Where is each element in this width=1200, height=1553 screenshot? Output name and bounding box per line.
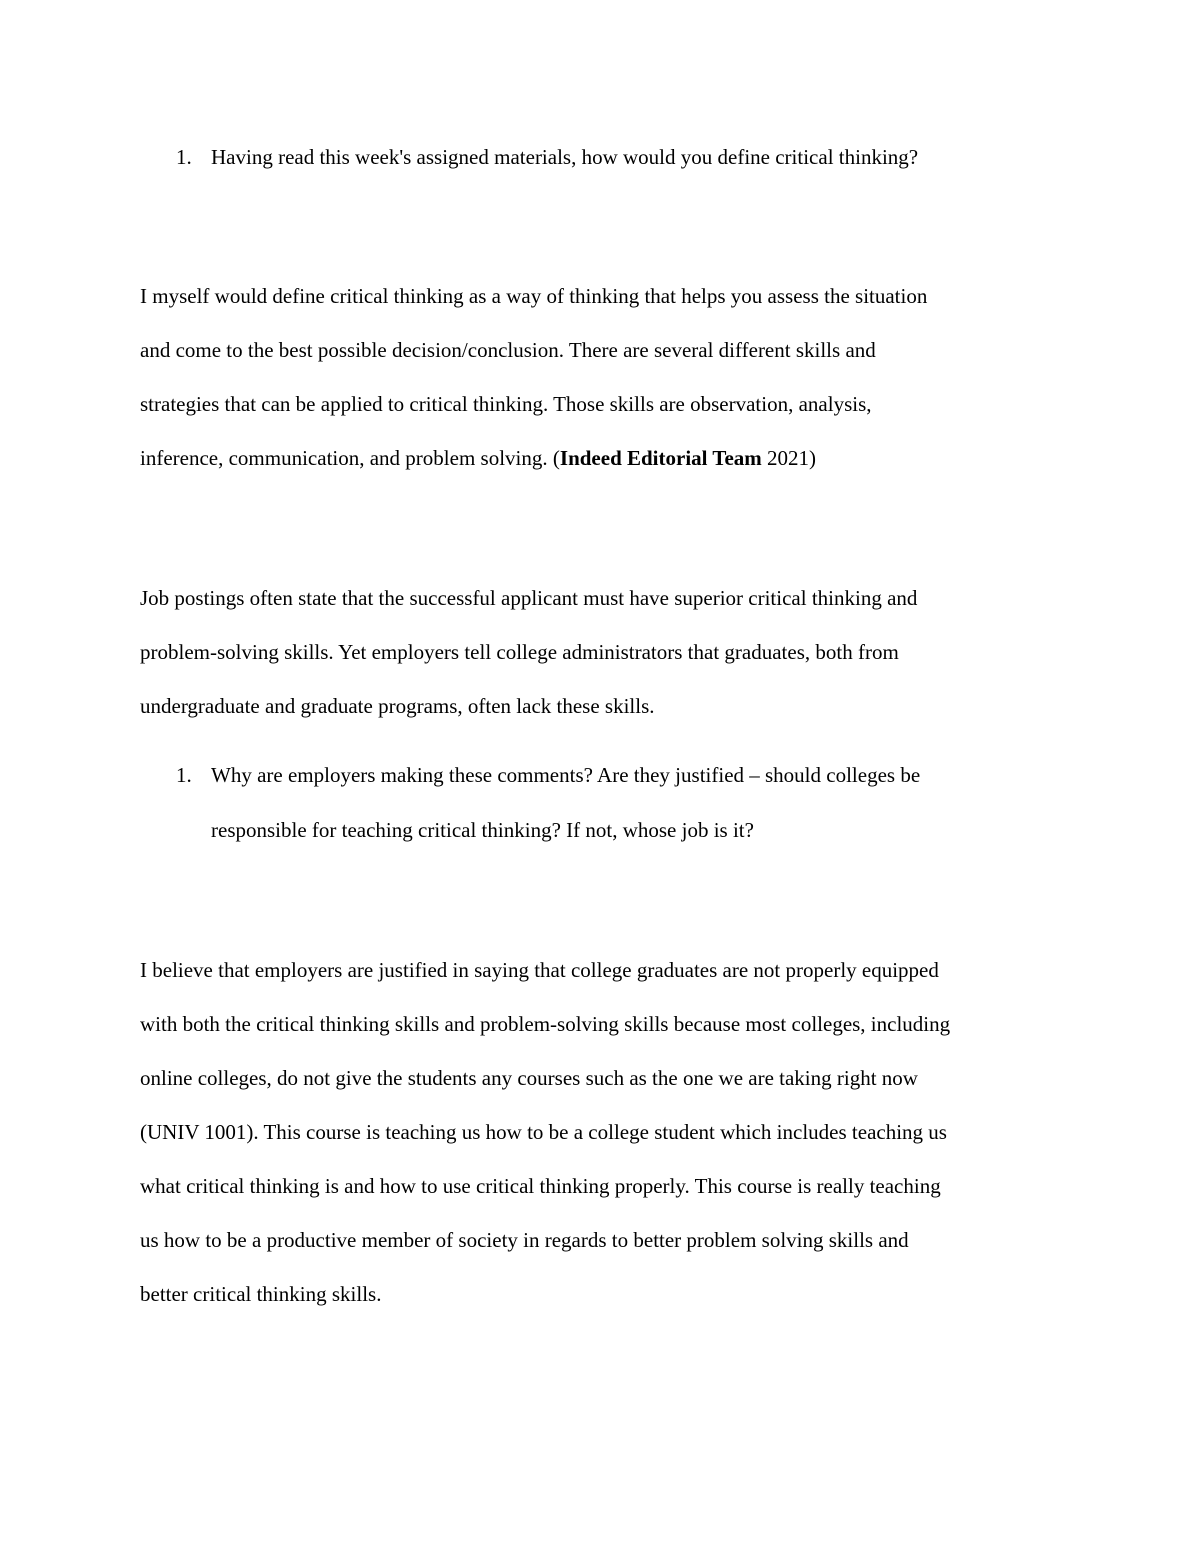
answer-2-line-6: us how to be a productive member of society in regards to better problem solving skills and bbox=[140, 1228, 909, 1252]
answer-2-line-5: what critical thinking is and how to use critical thinking properly. This course is really teaching bbox=[140, 1174, 941, 1198]
answer-2-line-7: better critical thinking skills. bbox=[140, 1282, 382, 1306]
answer-1-line-2: and come to the best possible decision/conclusion. There are several different skills and bbox=[140, 338, 876, 362]
answer-1-line-4-text: inference, communication, and problem solving. ( bbox=[140, 446, 560, 470]
answer-2-line-1: I believe that employers are justified in saying that college graduates are not properly equipped bbox=[140, 958, 939, 982]
answer-2-line-3: online colleges, do not give the students any courses such as the one we are taking right now bbox=[140, 1066, 918, 1090]
citation-year: 2021) bbox=[761, 446, 817, 470]
answer-1-line-1: I myself would define critical thinking as a way of thinking that helps you assess the situation bbox=[140, 284, 928, 308]
answer-1-line-4 bbox=[140, 444, 816, 472]
question-2-number: 1. bbox=[176, 763, 192, 787]
question-1-text: Having read this week's assigned materials, how would you define critical thinking? bbox=[211, 145, 919, 169]
citation-author: Indeed Editorial Team bbox=[559, 446, 762, 470]
answer-2-line-4: (UNIV 1001). This course is teaching us how to be a college student which includes teaching us bbox=[140, 1120, 947, 1144]
question-2-line-1: Why are employers making these comments? Are they justified – should colleges be bbox=[211, 763, 921, 787]
question-1-number: 1. bbox=[176, 145, 192, 169]
answer-2-line-2: with both the critical thinking skills and problem-solving skills because most colleges, including bbox=[140, 1012, 951, 1036]
prompt-line-3: undergraduate and graduate programs, often lack these skills. bbox=[140, 694, 655, 718]
prompt-line-1: Job postings often state that the successful applicant must have superior critical thinking and bbox=[140, 586, 918, 610]
question-2-line-2: responsible for teaching critical thinking? If not, whose job is it? bbox=[211, 818, 754, 842]
answer-1-line-3: strategies that can be applied to critical thinking. Those skills are observation, analysis, bbox=[140, 392, 872, 416]
prompt-line-2: problem-solving skills. Yet employers tell college administrators that graduates, both from bbox=[140, 640, 899, 664]
